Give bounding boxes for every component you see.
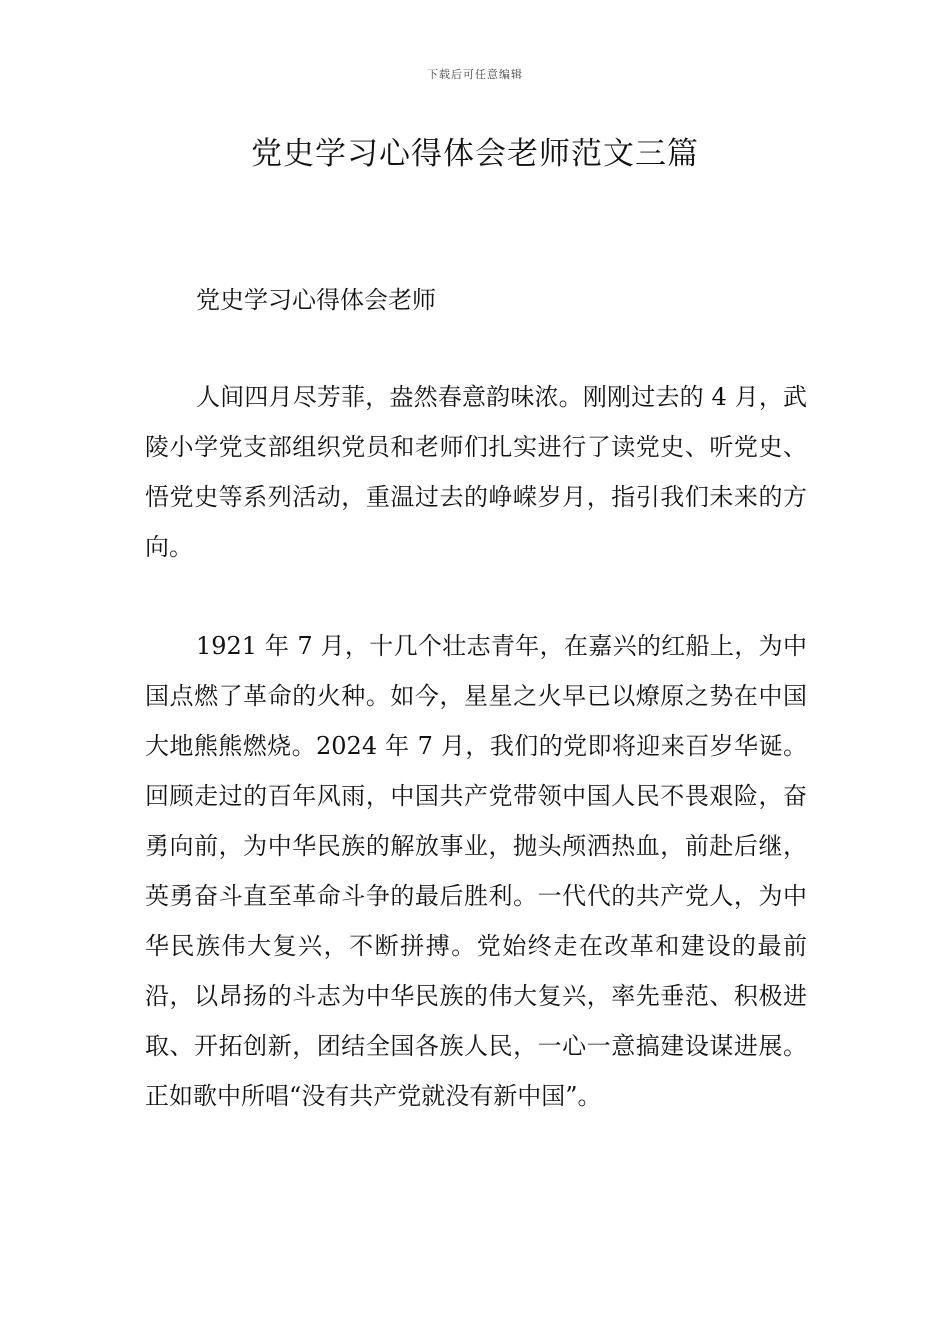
document-subtitle: 党史学习心得体会老师	[196, 286, 436, 314]
paragraph-1: 人间四月尽芳菲，盎然春意韵味浓。刚刚过去的 4 月，武陵小学党支部组织党员和老师们扎实进行了读党史、听党史、悟党史等系列活动，重温过去的峥嵘岁月，指引我们未来的方向。	[145, 383, 807, 561]
header-note: 下载后可任意编辑	[427, 68, 523, 81]
document-title: 党史学习心得体会老师范文三篇	[251, 136, 699, 172]
paragraph-2: 1921 年 7 月，十几个壮志青年，在嘉兴的红船上，为中国点燃了革命的火种。如今，星星之火早已以燎原之势在中国大地熊熊燃烧。2024 年 7 月，我们的党即将迎来百岁华诞。回顾走过的百年风雨，中国共产党带领中国人民不畏艰险，奋勇向前，为中华民族的解放事业，抛头颅洒热血，前赴后继，英勇奋斗直至革命斗争的最后胜利。一代代的共产党人，为中华民族伟大复兴，不断拼搏。党始终走在改革和建设的最前沿，以昂扬的斗志为中华民族的伟大复兴，率先垂范、积极进取、开拓创新，团结全国各族人民，一心一意搞建设谋进展。正如歌中所唱“没有共产党就没有新中国”。	[145, 632, 807, 1110]
